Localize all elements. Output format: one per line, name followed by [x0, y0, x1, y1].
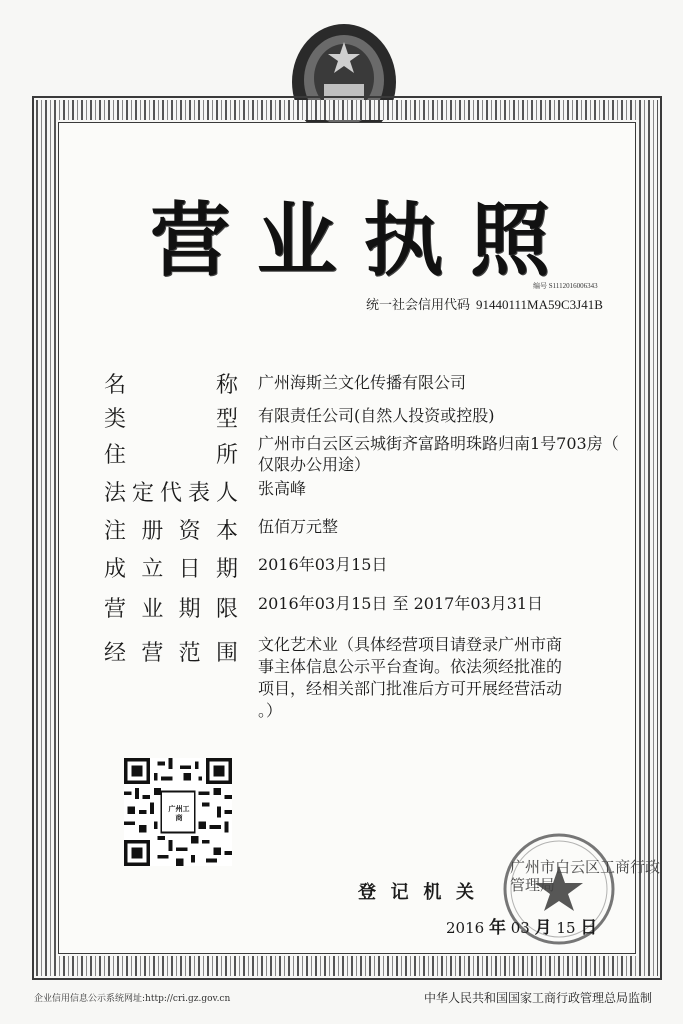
field-value-name [258, 372, 466, 393]
field-label-capital [104, 514, 238, 545]
field-value-capital [258, 516, 338, 537]
field-value-legal-rep [258, 478, 306, 499]
label-char: 法 [104, 481, 127, 506]
label-char: 营 [104, 597, 127, 622]
value-line: 2016年03月15日 [258, 555, 388, 574]
label-char: 称 [215, 373, 238, 398]
field-label-type [104, 402, 238, 433]
authority-line: 广州市白云区工商行政 [510, 858, 661, 876]
label-char: 业 [141, 597, 164, 622]
label-char: 册 [141, 519, 164, 544]
label-char: 期 [215, 557, 238, 582]
label-char: 关 [455, 882, 474, 903]
field-label-scope [104, 636, 238, 667]
value-line: 2016年03月15日 至 2017年03月31日 [258, 594, 544, 613]
registration-authority-label [358, 878, 474, 904]
footer-website: 企业信用信息公示系统网址:http://cri.gz.gov.cn [34, 994, 231, 1004]
serial-number: 编号 S1112016006343 [533, 282, 598, 290]
value-line: 张高峰 [258, 479, 307, 498]
label-char: 代 [159, 481, 182, 506]
value-line: 事主体信息公示平台查询。依法须经批准的 [258, 657, 563, 676]
field-label-name [104, 368, 238, 399]
field-value-type [258, 405, 495, 426]
registration-authority-name [510, 858, 670, 894]
reg-day: 15 [556, 919, 576, 937]
credit-code-label: 统一社会信用代码 [366, 298, 471, 313]
value-line: 。） [258, 701, 283, 720]
title-char: 业 [256, 192, 337, 287]
label-char: 立 [141, 557, 164, 582]
field-value-address [258, 433, 619, 475]
label-char: 名 [104, 373, 127, 398]
title-char: 营 [150, 192, 230, 287]
label-char: 本 [215, 519, 238, 544]
label-char: 型 [215, 407, 238, 432]
value-line: 项目，经相关部门批准后方可开展经营活动 [258, 679, 563, 698]
label-char: 期 [178, 597, 201, 622]
title-char: 执 [363, 192, 444, 287]
field-value-founded [258, 554, 387, 575]
authority-line: 管理局 [510, 876, 556, 894]
label-char: 登 [358, 882, 376, 903]
field-value-term [258, 593, 543, 614]
footer-issuer: 中华人民共和国国家工商行政管理总局监制 [424, 991, 653, 1005]
registration-date [446, 913, 597, 938]
field-label-legal-rep [104, 476, 238, 507]
value-line: 仅限办公用途） [258, 455, 371, 474]
field-label-founded [104, 552, 238, 583]
label-char: 定 [131, 481, 154, 506]
qr-center-label: 广州工商 [168, 804, 190, 822]
label-char: 资 [178, 519, 201, 544]
credit-code-value: 91440111MA59C3J41B [476, 297, 603, 312]
reg-month: 03 [510, 919, 530, 937]
label-char: 围 [215, 641, 238, 666]
label-char: 日 [178, 557, 201, 582]
label-char: 营 [141, 641, 164, 666]
label-char: 类 [104, 407, 127, 432]
reg-year: 2016 [446, 919, 485, 937]
label-char: 注 [104, 519, 127, 544]
label-char: 住 [104, 443, 127, 468]
label-char: 所 [215, 443, 238, 468]
reg-year-char: 年 [488, 918, 506, 938]
value-line: 伍佰万元整 [258, 517, 339, 536]
label-char: 范 [178, 641, 201, 666]
value-line: 文化艺术业（具体经营项目请登录广州市商 [258, 635, 563, 654]
label-char: 经 [104, 641, 127, 666]
label-char: 记 [390, 882, 409, 903]
field-label-term [104, 592, 238, 623]
label-char: 表 [187, 481, 210, 506]
value-line: 广州市白云区云城街齐富路明珠路归南1号703房（ [258, 434, 619, 453]
credit-code-line [366, 294, 603, 313]
value-line: 广州海斯兰文化传播有限公司 [258, 373, 467, 392]
label-char: 成 [104, 557, 127, 582]
title-char: 照 [469, 192, 550, 287]
field-label-address [104, 438, 238, 469]
label-char: 限 [215, 597, 238, 622]
value-line: 有限责任公司(自然人投资或控股) [258, 406, 495, 425]
label-char: 机 [423, 882, 442, 903]
field-value-scope [258, 634, 562, 722]
reg-month-char: 月 [534, 918, 552, 938]
reg-day-char: 日 [580, 918, 598, 938]
license-title [150, 183, 550, 287]
label-char: 人 [215, 481, 238, 506]
